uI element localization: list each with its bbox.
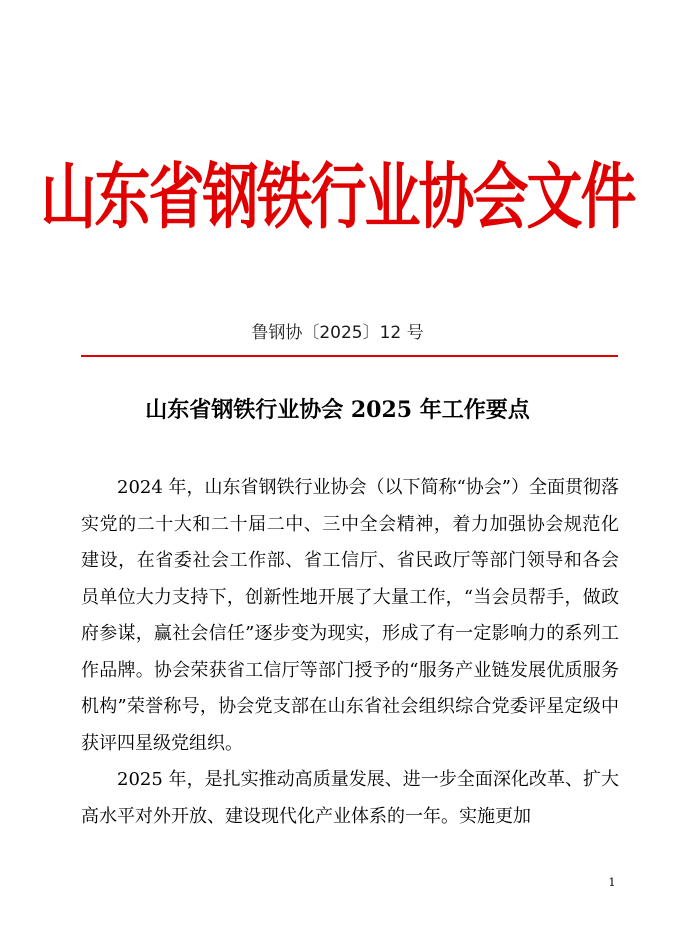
body-paragraph: 2024 年，山东省钢铁行业协会（以下简称“协会”）全面贯彻落实党的二十大和二十届二中、三中全会精神，着力加强协会规范化建设，在省委社会工作部、省工信厅、省民政厅等部门领导和各会员单位大力支持下，创新性地开展了大量工作，“当会员帮手，做政府参谋，赢社会信任”逐步变为现实，形成了有一定影响力的系列工作品牌。协会荣获省工信厅等部门授予的“服务产业链发展优质服务机构”荣誉称号，协会党支部在山东省社会组织综合党委评星定级中获评四星级党组织。 bbox=[81, 477, 619, 754]
document-title: 山东省钢铁行业协会 2025 年工作要点 bbox=[145, 397, 530, 423]
red-divider-line bbox=[81, 355, 618, 357]
document-number: 鲁钢协〔2025〕12 号 bbox=[251, 323, 424, 343]
page-number: 1 bbox=[608, 876, 616, 889]
body-paragraph: 2025 年，是扎实推动高质量发展、进一步全面深化改革、扩大高水平对外开放、建设现代化产业体系的一年。实施更加 bbox=[81, 769, 619, 827]
issuer-header: 山东省钢铁行业协会文件 bbox=[40, 156, 635, 240]
document-body bbox=[81, 470, 619, 835]
